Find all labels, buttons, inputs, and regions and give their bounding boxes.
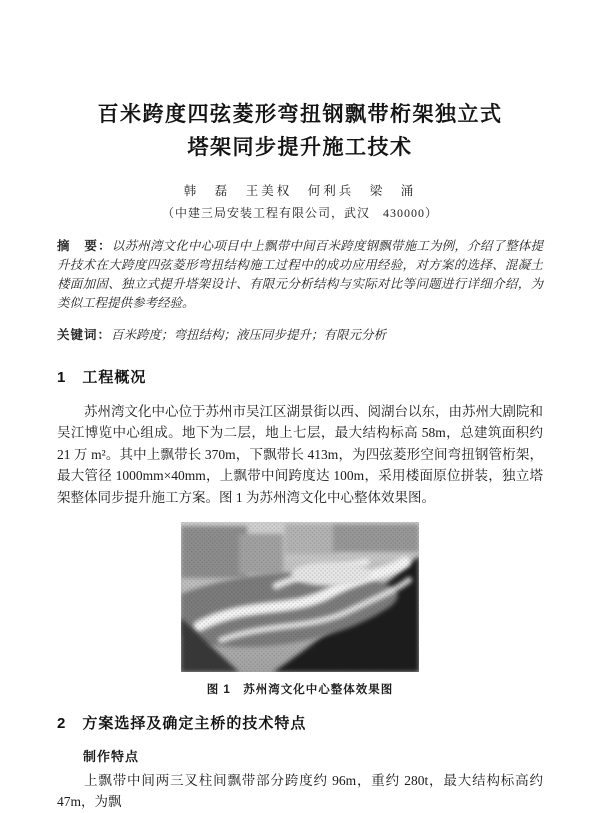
keywords-label: 关键词： xyxy=(57,327,112,342)
abstract-label: 摘 要： xyxy=(57,239,112,253)
halftone-grain-overlay xyxy=(181,522,419,672)
fabrication-subheading: 制作特点 xyxy=(83,748,140,764)
keywords-paragraph xyxy=(57,326,543,345)
abstract-text: 以苏州湾文化中心项目中上飘带中间百米跨度钢飘带施工为例，介绍了整体提升技术在大跨度四弦菱形弯扭结构施工过程中的成功应用经验，对方案的选择、混凝土楼面加固、独立式提升塔架设计、有限元分析结构与实际对比等问题进行详细介绍，为类似工程提供参考经验。 xyxy=(57,239,543,310)
paper-title xyxy=(57,98,543,164)
figure-1 xyxy=(181,522,419,697)
section-2-heading xyxy=(57,712,543,733)
abstract-paragraph xyxy=(57,237,543,313)
figure-1-image xyxy=(181,522,419,672)
keywords-text: 百米跨度；弯扭结构；液压同步提升；有限元分析 xyxy=(111,327,387,342)
section-1-number: 1 xyxy=(57,368,67,386)
overview-paragraph: 苏州湾文化中心位于苏州市吴江区湖景街以西、阅湖台以东，由苏州大剧院和吴江博览中心组成。地下为二层，地上七层，最大结构标高 58m，总建筑面积约 21 万 m²。其中上飘带长 370m，下飘带长 413m，为四弦菱形空间弯扭钢管桁架，最大管径 1000mm×40mm，上飘带中间跨度达 100m，采用楼面原位拼装，独立塔架整体同步提升施工方案。图 1 为苏州湾文化中心整体效果图。 xyxy=(57,403,543,505)
section-2-title: 方案选择及确定主桥的技术特点 xyxy=(82,714,307,732)
section-1-title: 工程概况 xyxy=(82,368,147,386)
section-1-heading xyxy=(57,366,543,387)
paper-title-line2: 塔架同步提升施工技术 xyxy=(187,136,413,159)
paper-title-line1: 百米跨度四弦菱形弯扭钢飘带桁架独立式 xyxy=(97,103,503,126)
affiliation-line: （中建三局安装工程有限公司，武汉 430000） xyxy=(161,206,438,220)
fabrication-paragraph: 上飘带中间两三叉柱间飘带部分跨度约 96m，重约 280t，最大结构标高约 47m，为飘 xyxy=(57,772,543,809)
authors-line: 韩 磊 王美权 何利兵 梁 涌 xyxy=(183,184,417,198)
figure-1-caption: 图 1 苏州湾文化中心整体效果图 xyxy=(206,683,394,696)
section-2-number: 2 xyxy=(57,714,67,732)
